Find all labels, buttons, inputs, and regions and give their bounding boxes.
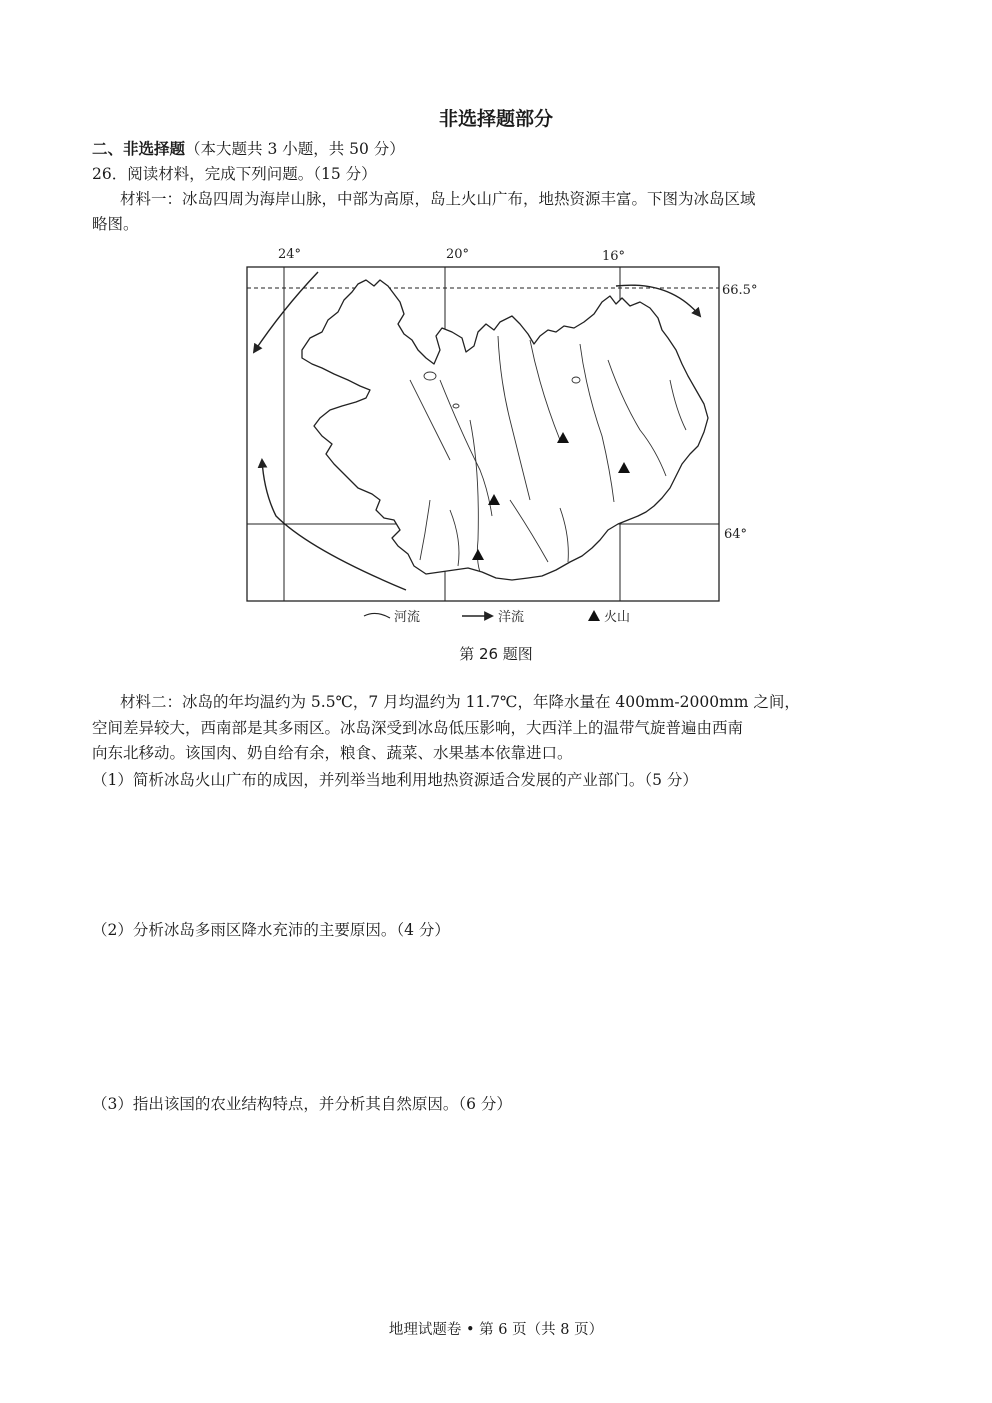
- material2-line2: 空间差异较大，西南部是其多雨区。冰岛深受到冰岛低压影响，大西洋上的温带气旋普遍由西南: [92, 719, 744, 737]
- subquestion-2: （2）分析冰岛多雨区降水充沛的主要原因。（4 分）: [92, 921, 450, 939]
- volcano-icon: [588, 610, 600, 621]
- material2-line3: 向东北移动。该国肉、奶自给有余，粮食、蔬菜、水果基本依靠进口。: [92, 744, 573, 762]
- section-heading: [92, 137, 405, 162]
- lat-label: 66.5°: [722, 283, 758, 298]
- lon-label: 24°: [278, 247, 302, 262]
- legend-current-label: 洋流: [498, 610, 525, 625]
- material1-line2: 略图。: [92, 215, 139, 233]
- map-legend: [364, 609, 630, 625]
- section-title: 非选择题部分: [438, 108, 553, 130]
- legend-river-label: 河流: [394, 610, 421, 625]
- question-26-header: 26．阅读材料，完成下列问题。（15 分）: [92, 165, 377, 183]
- legend-volcano-label: 火山: [604, 610, 631, 625]
- lat-label: 64°: [724, 527, 748, 542]
- lon-label: 16°: [602, 249, 626, 264]
- subquestion-1: （1）简析冰岛火山广布的成因，并列举当地利用地热资源适合发展的产业部门。（5 分）: [92, 771, 698, 789]
- section-heading-note: （本大题共 3 小题，共 50 分）: [185, 140, 405, 158]
- legend-river-symbol: [364, 613, 390, 618]
- iceland-map: [230, 240, 760, 630]
- page-footer: 地理试题卷 • 第 6 页（共 8 页）: [388, 1322, 604, 1338]
- section-heading-label: 二、非选择题: [92, 140, 186, 158]
- material2-line1: 材料二：冰岛的年均温约为 5.5℃，7 月均温约为 11.7℃，年降水量在 400mm-2000mm 之间，: [120, 693, 800, 711]
- lon-label: 20°: [446, 247, 470, 262]
- iceland-coastline: [302, 280, 708, 580]
- material1-line1: 材料一：冰岛四周为海岸山脉，中部为高原，岛上火山广布，地热资源丰富。下图为冰岛区域: [120, 190, 756, 208]
- figure-caption: 第 26 题图: [459, 645, 533, 663]
- subquestion-3: （3）指出该国的农业结构特点，并分析其自然原因。（6 分）: [92, 1095, 512, 1113]
